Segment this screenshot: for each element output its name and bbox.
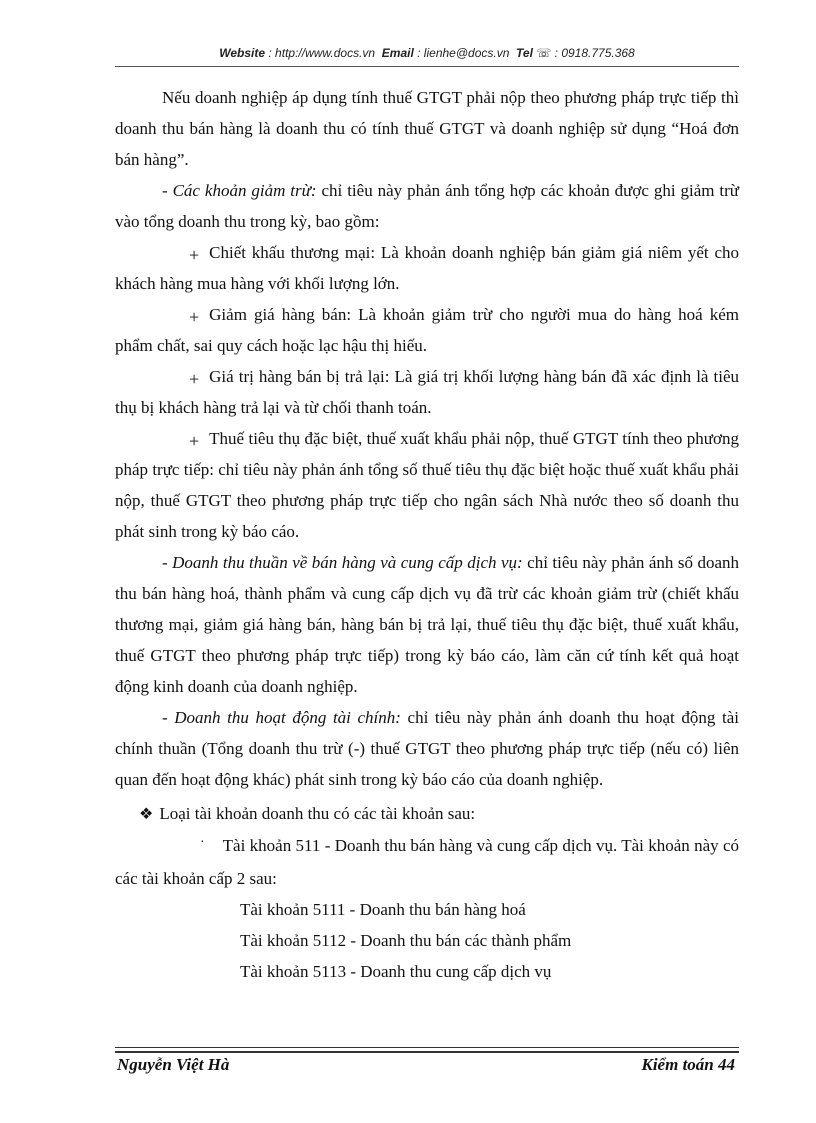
diamond-bullet-icon: ❖ (139, 806, 154, 823)
page-header (115, 46, 739, 60)
list-item (115, 299, 739, 361)
section-heading-text: Loại tài khoản doanh thu có các tài khoản sau: (159, 804, 476, 823)
list-item (115, 237, 739, 299)
tel-label: Tel (516, 46, 533, 60)
header-divider (115, 66, 739, 67)
list-item-text: Giá trị hàng bán bị trả lại: Là giá trị khối lượng hàng bán đã xác định là tiêu thụ bị khách hàng trả lại và từ chối thanh toán. (115, 367, 739, 417)
term-label: - Các khoản giảm trừ: (162, 181, 317, 200)
account-line: Tài khoản 5111 - Doanh thu bán hàng hoá (240, 900, 526, 919)
plus-icon: + (189, 369, 200, 389)
section-heading (115, 798, 739, 830)
account-line: Tài khoản 5112 - Doanh thu bán các thành phẩm (240, 931, 572, 950)
plus-icon: + (189, 307, 200, 327)
plus-icon: + (189, 245, 200, 265)
paragraph-text: chỉ tiêu này phản ánh tổng hợp các khoản được ghi giảm trừ vào tổng doanh thu trong kỳ, bao gồm: (115, 181, 739, 231)
account-line: Tài khoản 5113 - Doanh thu cung cấp dịch vụ (240, 962, 552, 981)
list-item-text: Chiết khấu thương mại: Là khoản doanh nghiệp bán giảm giá niêm yết cho khách hàng mua hàng với khối lượng lớn. (115, 243, 739, 293)
paragraph: Nếu doanh nghiệp áp dụng tính thuế GTGT phải nộp theo phương pháp trực tiếp thì doanh thu bán hàng là doanh thu có tính thuế GTGT và doanh nghiệp sử dụng “Hoá đơn bán hàng”. (115, 88, 739, 169)
paragraph (115, 175, 739, 237)
term-label: - Doanh thu hoạt động tài chính: (162, 708, 401, 727)
paragraph-text: chỉ tiêu này phản ánh doanh thu hoạt động tài chính thuần (Tổng doanh thu trừ (-) thuế GTGT theo phương pháp trực tiếp (nếu có) liên quan đến hoạt động khác) phát sinh trong kỳ báo cáo của doanh nghiệp. (115, 708, 739, 789)
list-item (115, 830, 739, 894)
footer-class-page: Kiểm toán 44 (641, 1055, 735, 1074)
paragraph-text: chỉ tiêu này phản ánh số doanh thu bán hàng hoá, thành phẩm và cung cấp dịch vụ đã trừ các khoản giảm trừ (chiết khấu thương mại, giảm giá hàng bán, hàng bán bị trả lại, thuế tiêu thụ đặc biệt, thuế xuất khẩu, thuế GTGT theo phương pháp trực tiếp) trong kỳ báo cáo, làm căn cứ tính kết quả hoạt động kinh doanh của doanh nghiệp. (115, 553, 739, 696)
email-value: : lienhe@docs.vn (417, 46, 510, 60)
paragraph (115, 547, 739, 702)
phone-icon: ☏ (536, 46, 552, 60)
term-label: - Doanh thu thuần về bán hàng và cung cấp dịch vụ: (162, 553, 523, 572)
dot-bullet-icon: · (200, 835, 205, 850)
email-label: Email (381, 46, 414, 60)
footer-divider (115, 1047, 739, 1048)
tel-value: : 0918.775.368 (554, 46, 635, 60)
website-label: Website (219, 46, 266, 60)
plus-icon: + (189, 431, 200, 451)
footer-author: Nguyễn Việt Hà (117, 1055, 230, 1074)
list-item-text: Thuế tiêu thụ đặc biệt, thuế xuất khẩu phải nộp, thuế GTGT tính theo phương pháp trực tiếp: chỉ tiêu này phản ánh tổng số thuế tiêu thụ đặc biệt hoặc thuế xuất khẩu phải nộp, thuế GTGT theo phương pháp trực tiếp cho ngân sách Nhà nước theo số doanh thu phát sinh trong kỳ báo cáo. (115, 429, 739, 541)
paragraph (115, 702, 739, 795)
list-item-text: Giảm giá hàng bán: Là khoản giảm trừ cho người mua do hàng hoá kém phẩm chất, sai quy cách hoặc lạc hậu thị hiếu. (115, 305, 739, 355)
document-body (115, 82, 739, 987)
list-item (115, 423, 739, 547)
list-item (115, 361, 739, 423)
footer-divider (115, 1051, 739, 1053)
list-item-text: Tài khoản 511 - Doanh thu bán hàng và cung cấp dịch vụ. Tài khoản này có các tài khoản cấp 2 sau: (115, 836, 739, 888)
website-value: : http://www.docs.vn (268, 46, 376, 60)
